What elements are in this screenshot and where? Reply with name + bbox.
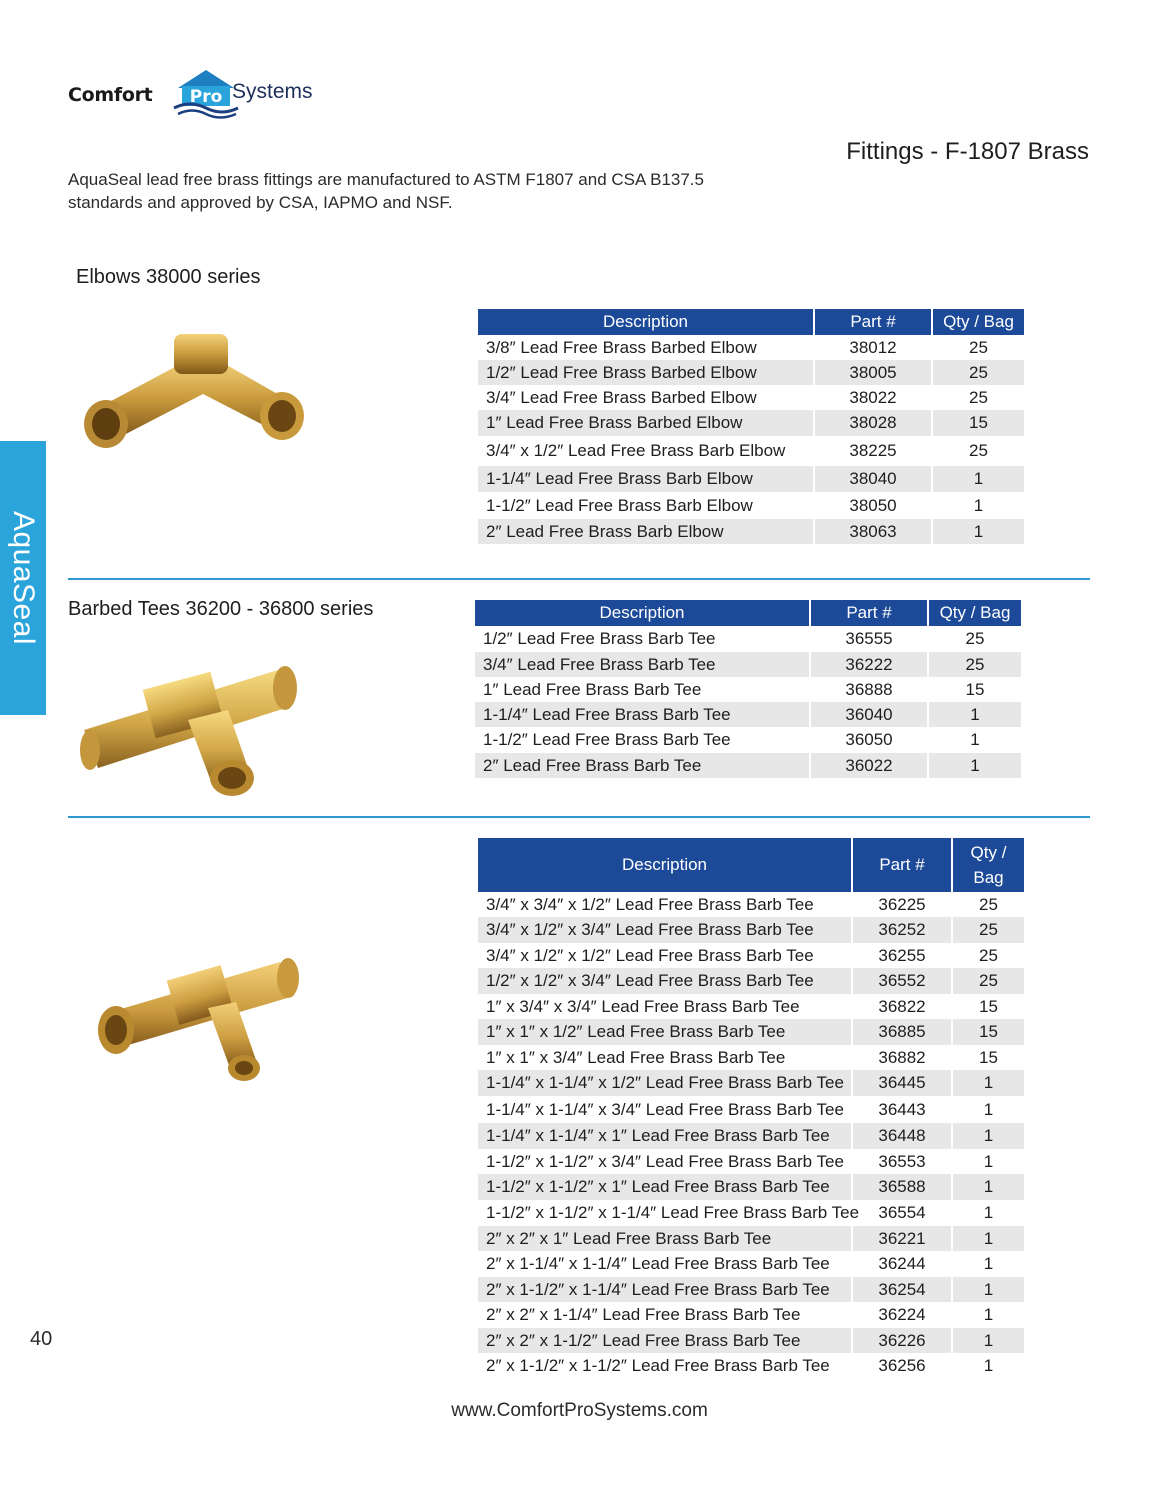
cell-description: 2″ x 2″ x 1-1/4″ Lead Free Brass Barb Tee — [478, 1302, 852, 1328]
cell-part: 36445 — [852, 1070, 952, 1096]
cell-description: 1-1/4″ x 1-1/4″ x 1″ Lead Free Brass Barb Tee — [478, 1123, 852, 1149]
cell-qty: 1 — [928, 702, 1021, 727]
cell-part: 36553 — [852, 1149, 952, 1174]
table-row — [478, 1149, 1024, 1174]
logo-word-comfort: Comfort — [68, 84, 153, 106]
cell-qty: 25 — [969, 441, 988, 460]
cell-description: 1″ Lead Free Brass Barb Tee — [475, 677, 810, 702]
page-number: 40 — [30, 1328, 53, 1350]
cell-description: 2″ Lead Free Brass Barb Tee — [475, 753, 810, 778]
logo-mark-icon — [170, 66, 240, 122]
cell-part: 38225 — [814, 436, 932, 466]
cell-qty: 1 — [952, 1277, 1024, 1302]
table-row — [478, 335, 1024, 360]
cell-description: 3/4″ x 1/2″ x 1/2″ Lead Free Brass Barb Tee — [478, 943, 852, 968]
cell-qty: 15 — [965, 679, 985, 699]
cell-qty: 25 — [979, 945, 998, 965]
cell-qty: 25 — [928, 652, 1021, 677]
cell-description: 1-1/2″ x 1-1/2″ x 3/4″ Lead Free Brass Barb Tee — [478, 1149, 852, 1174]
cell-qty: 1 — [952, 1226, 1024, 1251]
cell-qty: 1 — [983, 1305, 994, 1324]
cell-part: 38005 — [814, 360, 932, 385]
cell-part: 36050 — [810, 727, 928, 753]
col-header-part: Part # — [810, 600, 928, 626]
cell-part: 36888 — [810, 677, 928, 702]
col-header-qty: Qty / Bag — [928, 600, 1021, 626]
cell-part: 36822 — [852, 994, 952, 1019]
table-row — [478, 466, 1024, 492]
side-tab-label: AquaSeal — [7, 510, 40, 646]
cell-part: 36254 — [852, 1277, 952, 1302]
cell-qty: 15 — [979, 996, 998, 1016]
cell-qty: 1 — [952, 1174, 1024, 1200]
table-row — [478, 994, 1024, 1019]
cell-part: 36555 — [810, 626, 928, 652]
cell-qty: 1 — [932, 519, 1024, 544]
cell-qty: 1 — [983, 1254, 994, 1273]
cell-description: 2″ x 2″ x 1-1/2″ Lead Free Brass Barb Tee — [478, 1328, 852, 1353]
cell-description: 1-1/2″ x 1-1/2″ x 1″ Lead Free Brass Barb Tee — [478, 1174, 852, 1200]
cell-part: 36252 — [852, 917, 952, 943]
cell-part: 36221 — [852, 1226, 952, 1251]
cell-qty: 1 — [983, 1099, 994, 1119]
cell-part: 36022 — [810, 753, 928, 778]
cell-qty: 1 — [983, 1203, 994, 1222]
section-label-tees: Barbed Tees 36200 - 36800 series — [68, 598, 374, 620]
cell-qty: 25 — [932, 360, 1024, 385]
cell-qty: 25 — [952, 968, 1024, 994]
table-row — [478, 1123, 1024, 1149]
table-row — [478, 1328, 1024, 1353]
cell-part: 38063 — [814, 519, 932, 544]
cell-description: 3/8″ Lead Free Brass Barbed Elbow — [478, 335, 814, 360]
section-label-elbows: Elbows 38000 series — [76, 266, 261, 288]
table-row — [478, 436, 1024, 466]
cell-description: 1/2″ Lead Free Brass Barb Tee — [475, 626, 810, 652]
page-title: Fittings - F-1807 Brass — [846, 138, 1089, 165]
cell-description: 3/4″ x 1/2″ x 3/4″ Lead Free Brass Barb Tee — [478, 917, 852, 943]
table-row — [475, 753, 1021, 778]
cell-qty: 15 — [932, 410, 1024, 436]
cell-part: 36244 — [852, 1251, 952, 1277]
cell-part: 36224 — [852, 1302, 952, 1328]
cell-description: 1″ x 3/4″ x 3/4″ Lead Free Brass Barb Tee — [478, 994, 852, 1019]
reducing-tees-table — [478, 838, 1024, 1379]
table-row — [475, 652, 1021, 677]
cell-description: 1″ x 1″ x 3/4″ Lead Free Brass Barb Tee — [478, 1045, 852, 1070]
cell-part: 36552 — [852, 968, 952, 994]
cell-qty: 1 — [973, 495, 984, 515]
table-row — [478, 1226, 1024, 1251]
cell-part: 36588 — [852, 1174, 952, 1200]
table-row — [478, 1096, 1024, 1123]
section-divider — [68, 816, 1090, 818]
cell-part: 36882 — [852, 1045, 952, 1070]
cell-qty: 25 — [979, 894, 998, 914]
brass-tee-image — [78, 650, 304, 800]
cell-part: 36885 — [852, 1019, 952, 1045]
table-row — [478, 1019, 1024, 1045]
table-row — [478, 1070, 1024, 1096]
table-row — [478, 1200, 1024, 1226]
col-header-description: Description — [478, 838, 852, 892]
col-header-qty: Qty / Bag — [932, 309, 1024, 335]
table-row — [478, 1353, 1024, 1379]
cell-part: 36226 — [852, 1328, 952, 1353]
cell-qty: 1 — [983, 1356, 994, 1375]
col-header-part: Part # — [852, 838, 952, 892]
cell-part: 36443 — [852, 1096, 952, 1123]
logo-word-systems: Systems — [232, 80, 313, 103]
table-row — [475, 677, 1021, 702]
cell-part: 38040 — [814, 466, 932, 492]
table-row — [478, 360, 1024, 385]
cell-part: 36222 — [810, 652, 928, 677]
cell-part: 38028 — [814, 410, 932, 436]
table-row — [475, 727, 1021, 753]
side-tab — [0, 441, 46, 715]
cell-part: 36256 — [852, 1353, 952, 1379]
cell-qty: 25 — [965, 629, 985, 648]
cell-part: 38050 — [814, 492, 932, 519]
cell-description: 3/4″ x 3/4″ x 1/2″ Lead Free Brass Barb Tee — [478, 892, 852, 917]
cell-description: 1/2″ Lead Free Brass Barbed Elbow — [478, 360, 814, 385]
cell-description: 3/4″ Lead Free Brass Barb Tee — [475, 652, 810, 677]
cell-qty: 25 — [969, 387, 988, 407]
cell-description: 1-1/4″ Lead Free Brass Barb Tee — [475, 702, 810, 727]
table-row — [478, 492, 1024, 519]
cell-description: 1-1/2″ Lead Free Brass Barb Elbow — [478, 492, 814, 519]
table-row — [478, 385, 1024, 410]
logo-word-pro: Pro — [189, 87, 223, 107]
cell-description: 1-1/4″ Lead Free Brass Barb Elbow — [478, 466, 814, 492]
cell-part: 38022 — [814, 385, 932, 410]
cell-description: 1/2″ x 1/2″ x 3/4″ Lead Free Brass Barb Tee — [478, 968, 852, 994]
cell-qty: 1 — [952, 1123, 1024, 1149]
cell-description: 1″ x 1″ x 1/2″ Lead Free Brass Barb Tee — [478, 1019, 852, 1045]
intro-paragraph: AquaSeal lead free brass fittings are manufactured to ASTM F1807 and CSA B137.5 standards and approved by CSA, IAPMO and NSF. — [68, 170, 704, 212]
cell-part: 36554 — [852, 1200, 952, 1226]
cell-part: 36040 — [810, 702, 928, 727]
cell-qty: 1 — [952, 1328, 1024, 1353]
cell-qty: 1 — [952, 1070, 1024, 1096]
cell-description: 2″ x 1-1/2″ x 1-1/2″ Lead Free Brass Barb Tee — [478, 1353, 852, 1379]
cell-description: 2″ Lead Free Brass Barb Elbow — [478, 519, 814, 544]
brass-elbow-image — [78, 330, 310, 452]
cell-qty: 1 — [928, 753, 1021, 778]
table-row — [478, 410, 1024, 436]
cell-description: 1-1/2″ x 1-1/2″ x 1-1/4″ Lead Free Brass Barb Tee — [478, 1200, 852, 1226]
table-row — [478, 968, 1024, 994]
cell-description: 1″ Lead Free Brass Barbed Elbow — [478, 410, 814, 436]
table-row — [478, 1277, 1024, 1302]
cell-qty: 15 — [979, 1047, 998, 1067]
col-header-part: Part # — [814, 309, 932, 335]
cell-qty: 1 — [983, 1151, 994, 1171]
col-header-description: Description — [475, 600, 810, 626]
elbows-table — [478, 309, 1024, 544]
cell-qty: 1 — [970, 730, 980, 749]
table-row — [478, 1302, 1024, 1328]
table-row — [478, 892, 1024, 917]
col-header-qty: Qty / Bag — [952, 838, 1024, 892]
table-row — [478, 519, 1024, 544]
cell-description: 1-1/4″ x 1-1/4″ x 3/4″ Lead Free Brass Barb Tee — [478, 1096, 852, 1123]
footer-url: www.ComfortProSystems.com — [451, 1400, 708, 1421]
cell-description: 1-1/4″ x 1-1/4″ x 1/2″ Lead Free Brass Barb Tee — [478, 1070, 852, 1096]
cell-part: 36255 — [852, 943, 952, 968]
cell-description: 3/4″ x 1/2″ Lead Free Brass Barb Elbow — [478, 436, 814, 466]
tees-table — [475, 600, 1021, 778]
cell-qty: 15 — [952, 1019, 1024, 1045]
cell-description: 1-1/2″ Lead Free Brass Barb Tee — [475, 727, 810, 753]
cell-description: 2″ x 1-1/4″ x 1-1/4″ Lead Free Brass Barb Tee — [478, 1251, 852, 1277]
cell-qty: 25 — [952, 917, 1024, 943]
cell-description: 2″ x 1-1/2″ x 1-1/4″ Lead Free Brass Barb Tee — [478, 1277, 852, 1302]
table-row — [478, 1174, 1024, 1200]
cell-part: 38012 — [814, 335, 932, 360]
cell-part: 36448 — [852, 1123, 952, 1149]
table-row — [475, 626, 1021, 652]
table-row — [478, 1251, 1024, 1277]
cell-description: 2″ x 2″ x 1″ Lead Free Brass Barb Tee — [478, 1226, 852, 1251]
cell-qty: 25 — [969, 337, 988, 357]
table-row — [478, 1045, 1024, 1070]
section-divider — [68, 578, 1090, 580]
table-row — [478, 917, 1024, 943]
table-row — [475, 702, 1021, 727]
col-header-description: Description — [478, 309, 814, 335]
table-row — [478, 943, 1024, 968]
cell-description: 3/4″ Lead Free Brass Barbed Elbow — [478, 385, 814, 410]
company-logo — [66, 66, 326, 124]
cell-qty: 1 — [932, 466, 1024, 492]
brass-reducing-tee-image — [96, 944, 302, 1090]
cell-part: 36225 — [852, 892, 952, 917]
